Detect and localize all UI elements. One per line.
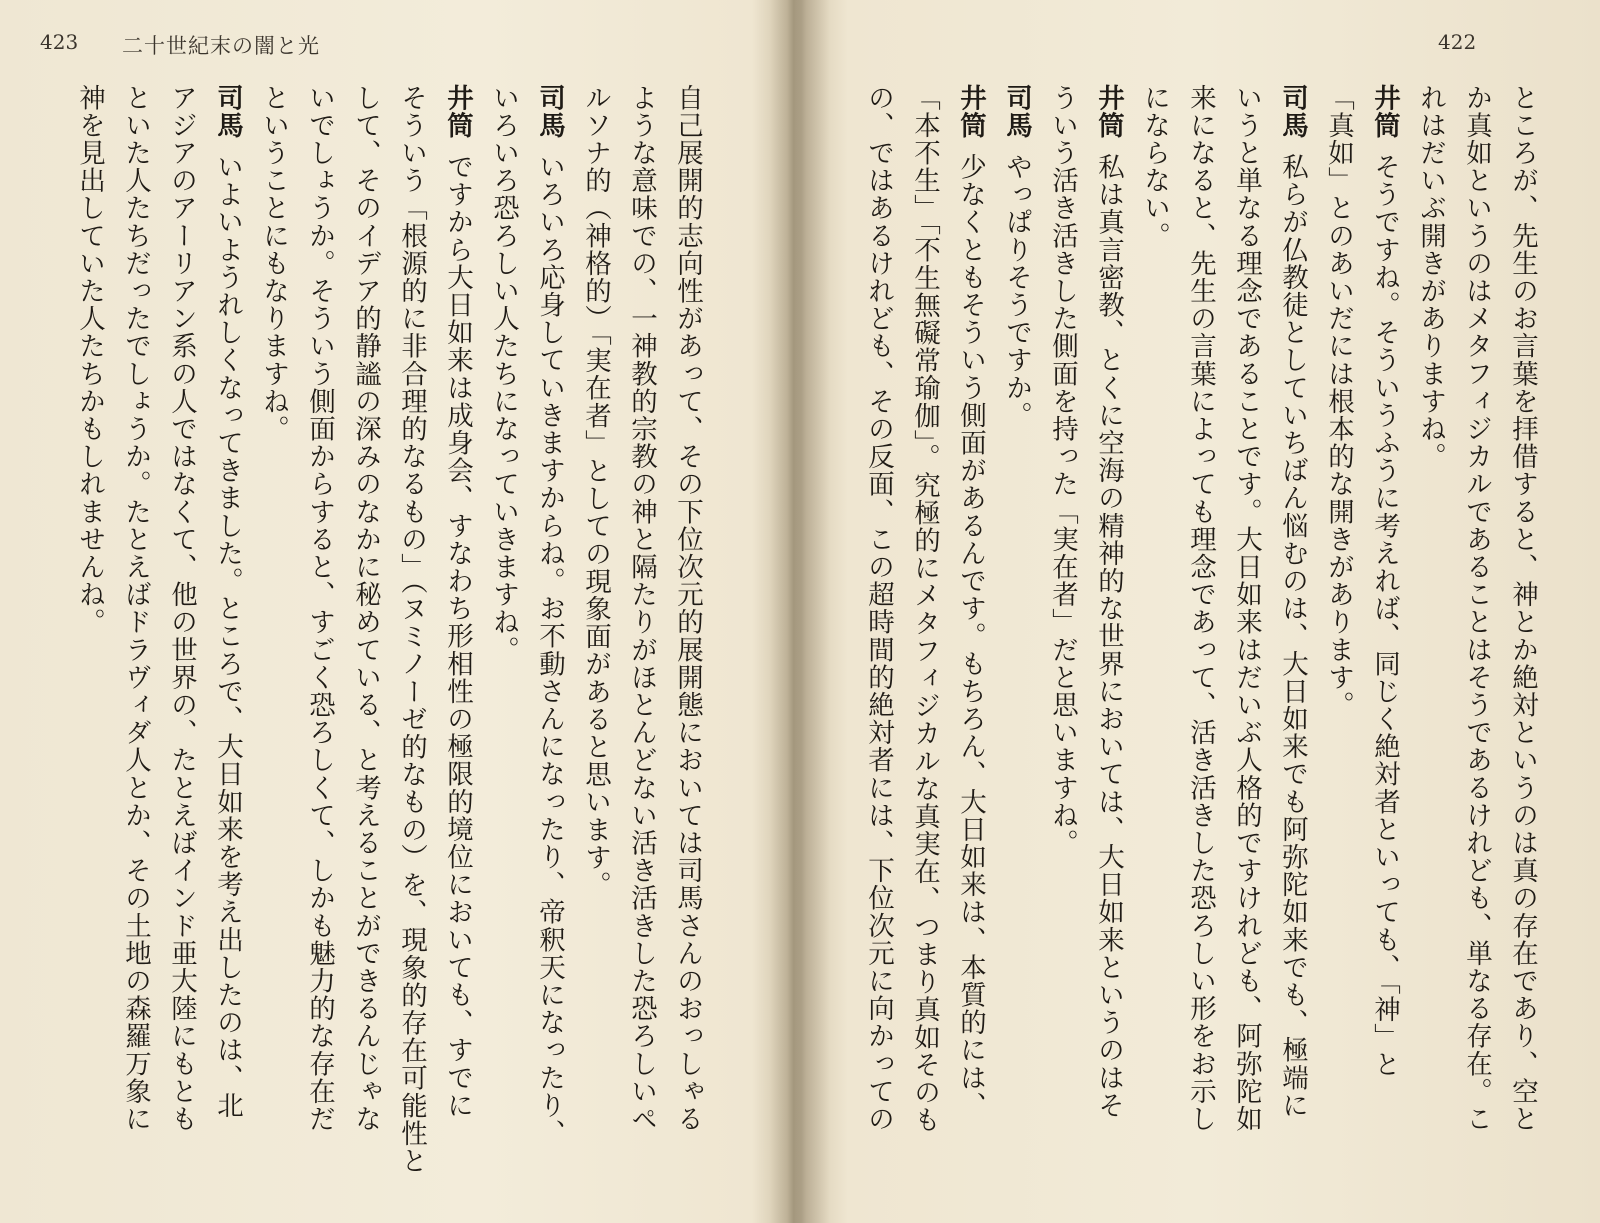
column-text: 私は真言密教、とくに空海の精神的な世界においては、大日如来というのはそ	[1093, 153, 1124, 1120]
text-column	[204, 84, 250, 1194]
column-text: にならない。	[1139, 84, 1170, 250]
column-text: いでしょうか。そういう側面からすると、すごく恐ろしくて、しかも魅力的な存在だ	[304, 84, 335, 1133]
text-column	[1269, 84, 1315, 1194]
column-text: ということにもなりますね。	[258, 84, 289, 443]
text-column	[480, 84, 526, 1194]
text-column	[342, 84, 388, 1194]
speaker-label: 井筒	[955, 84, 986, 140]
column-text: 私らが仏教徒としていちばん悩むのは、大日如来でも阿弥陀如来でも、極端に	[1277, 153, 1308, 1120]
speaker-label: 井筒	[1369, 84, 1400, 140]
column-text: いろいろ応身していきますからね。お不動さんになったり、帝釈天になったり、	[534, 153, 565, 1147]
column-text: か真如というのはメタフィジカルであることはそうであるけれども、単なる存在。こ	[1461, 84, 1492, 1133]
column-text: いろいろ恐ろしい人たちになっていきますね。	[488, 84, 519, 664]
text-column	[250, 84, 296, 1194]
text-column	[526, 84, 572, 1194]
text-column	[664, 84, 710, 1194]
column-text: といた人たちだったでしょうか。たとえばドラヴィダ人とか、その土地の森羅万象に	[120, 84, 151, 1133]
column-text: の、ではあるけれども、その反面、この超時間的絶対者には、下位次元に向かっての	[863, 84, 894, 1133]
text-column	[901, 84, 947, 1194]
column-text: ういう活き活きした側面を持った「実在者」だと思いますね。	[1047, 84, 1078, 857]
text-column	[158, 84, 204, 1194]
speaker-label: 司馬	[534, 84, 565, 140]
text-column	[855, 84, 901, 1194]
text-column	[618, 84, 664, 1194]
speaker-label: 井筒	[442, 84, 473, 140]
text-column	[1453, 84, 1499, 1194]
column-text: 「真如」とのあいだには根本的な開きがあります。	[1323, 84, 1354, 719]
text-column	[1177, 84, 1223, 1194]
text-column	[1039, 84, 1085, 1194]
column-text: いうと単なる理念であることです。大日如来はだいぶ人格的ですけれども、阿弥陀如	[1231, 84, 1262, 1133]
column-text: ですから大日如来は成身会、すなわち形相性の極限的境位においても、すでに	[442, 153, 473, 1120]
text-column	[1499, 84, 1545, 1194]
speaker-label: 司馬	[212, 84, 243, 140]
text-column	[296, 84, 342, 1194]
speaker-label: 司馬	[1001, 84, 1032, 140]
text-column	[1407, 84, 1453, 1194]
text-column	[1361, 84, 1407, 1194]
text-column	[388, 84, 434, 1194]
text-column	[947, 84, 993, 1194]
text-column	[112, 84, 158, 1194]
text-column	[1131, 84, 1177, 1194]
column-text: いよいようれしくなってきました。ところで、大日如来を考え出したのは、北	[212, 153, 243, 1120]
left-page-number: 423	[40, 30, 79, 54]
column-text: ところが、先生のお言葉を拝借すると、神とか絶対というのは真の存在であり、空と	[1507, 84, 1538, 1133]
text-column	[1085, 84, 1131, 1194]
column-text: 少なくともそういう側面があるんです。もちろん、大日如来は、本質的には、	[955, 153, 986, 1120]
column-text: ような意味での、一神教的宗教の神と隔たりがほとんどない活き活きした恐ろしいペ	[626, 84, 657, 1133]
column-text: 神を見出していた人たちかもしれませんね。	[74, 84, 105, 636]
running-head: 二十世紀末の闇と光	[122, 34, 320, 58]
column-text: そういう「根源的に非合理的なるもの」（ヌミノーゼ的なもの）を、現象的存在可能性と	[396, 84, 427, 1175]
text-column	[572, 84, 618, 1194]
column-text: アジアのアーリアン系の人ではなくて、他の世界の、たとえばインド亜大陸にもとも	[166, 84, 197, 1133]
speaker-label: 司馬	[1277, 84, 1308, 140]
speaker-label: 井筒	[1093, 84, 1124, 140]
column-text: して、そのイデア的静謐の深みのなかに秘めている、と考えることができるんじゃな	[350, 84, 381, 1133]
column-text: れはだいぶ開きがありますね。	[1415, 84, 1446, 471]
text-column	[1315, 84, 1361, 1194]
right-page-number: 422	[1438, 30, 1477, 54]
book-gutter	[770, 0, 830, 1223]
column-text: そうですね。そういうふうに考えれば、同じく絶対者といっても、「神」と	[1369, 153, 1400, 1079]
text-column	[66, 84, 112, 1194]
right-page-text	[845, 84, 1545, 1204]
left-page-text	[50, 84, 710, 1204]
column-text: やっぱりそうですか。	[1001, 153, 1032, 430]
column-text: 来になると、先生の言葉によっても理念であって、活き活きした恐ろしい形をお示し	[1185, 84, 1216, 1133]
column-text: ルソナ的（神格的）「実在者」としての現象面があると思います。	[580, 84, 611, 899]
column-text: 「本不生」「不生無礙常瑜伽」。究極的にメタフィジカルな真実在、つまり真如そのも	[909, 84, 940, 1134]
text-column	[434, 84, 480, 1194]
text-column	[993, 84, 1039, 1194]
column-text: 自己展開的志向性があって、その下位次元的展開態においては司馬さんのおっしゃる	[672, 84, 703, 1133]
text-column	[1223, 84, 1269, 1194]
